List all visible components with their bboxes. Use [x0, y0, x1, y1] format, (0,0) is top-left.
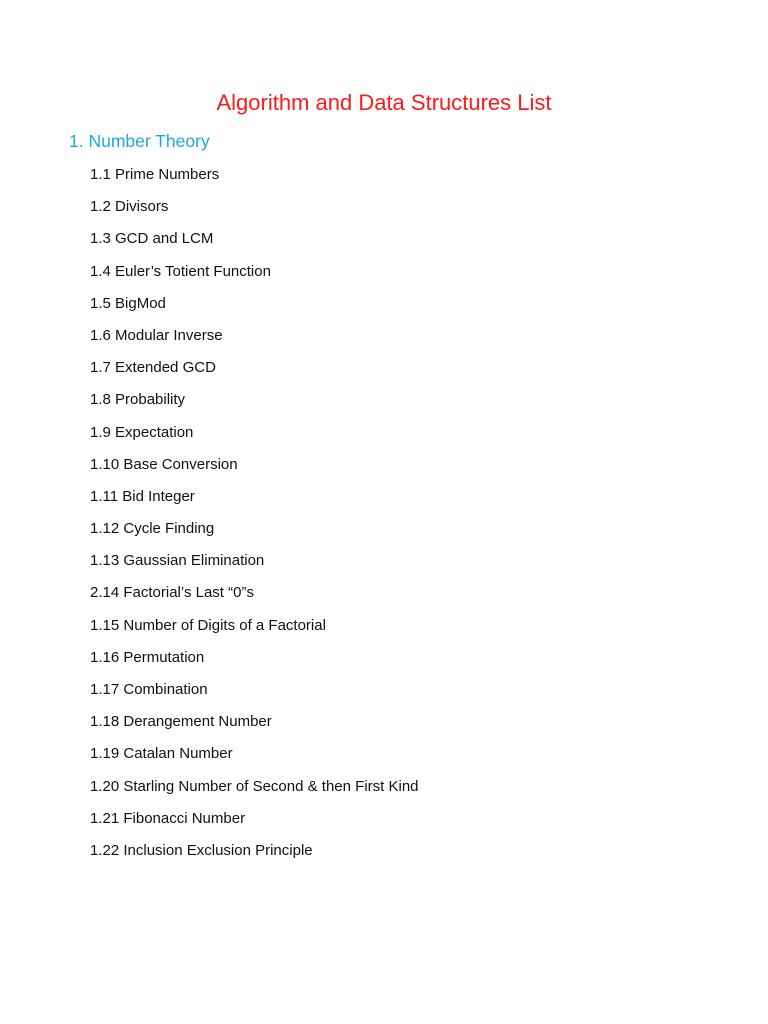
- list-item: 2.14 Factorial’s Last “0”s: [90, 584, 254, 602]
- list-item: 1.15 Number of Digits of a Factorial: [90, 616, 326, 634]
- list-item: 1.11 Bid Integer: [90, 487, 195, 505]
- topic-list: [90, 164, 419, 872]
- list-item: 1.3 GCD and LCM: [90, 230, 214, 248]
- list-item: 1.1 Prime Numbers: [90, 166, 220, 183]
- list-item: 1.5 BigMod: [90, 294, 166, 312]
- list-item: 1.18 Derangement Number: [90, 713, 272, 731]
- document-title: Algorithm and Data Structures List: [216, 90, 552, 115]
- list-item: 1.12 Cycle Finding: [90, 520, 215, 538]
- list-item: 1.7 Extended GCD: [90, 359, 216, 377]
- list-item: 1.10 Base Conversion: [90, 455, 238, 473]
- list-item: 1.16 Permutation: [90, 648, 205, 666]
- list-item: 1.8 Probability: [90, 391, 186, 409]
- list-item: 1.2 Divisors: [90, 198, 169, 216]
- list-item: 1.19 Catalan Number: [90, 745, 233, 763]
- list-item: 1.17 Combination: [90, 681, 208, 698]
- list-item: 1.13 Gaussian Elimination: [90, 552, 265, 570]
- list-item: 1.9 Expectation: [90, 423, 194, 441]
- list-item: 1.22 Inclusion Exclusion Principle: [90, 841, 313, 859]
- list-item: 1.20 Starling Number of Second & then First Kind: [90, 777, 419, 795]
- section-heading-number-theory: 1. Number Theory: [69, 131, 210, 151]
- list-item: 1.6 Modular Inverse: [90, 326, 223, 344]
- list-item: 1.4 Euler’s Totient Function: [90, 262, 271, 280]
- list-item: 1.21 Fibonacci Number: [90, 809, 246, 827]
